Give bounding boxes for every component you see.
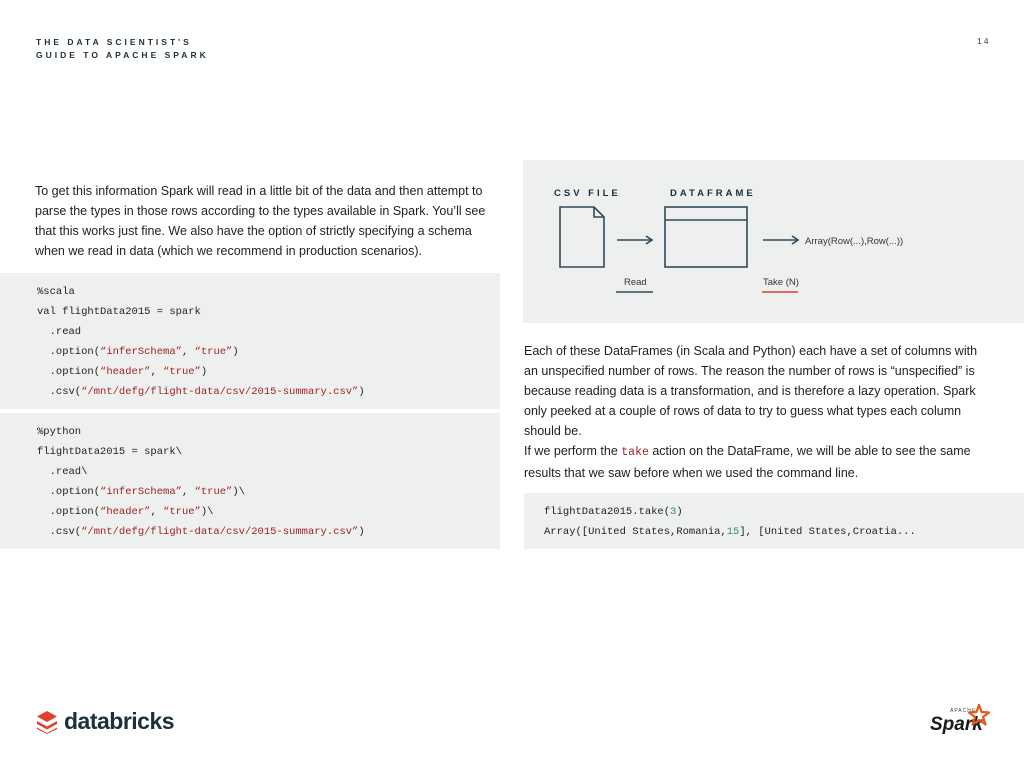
csv-to-dataframe-diagram [523,160,1024,323]
code-line: .read [37,326,82,338]
take-arrow [763,236,798,244]
databricks-logo [36,708,174,735]
spark-logo-text: Spark [930,714,983,735]
read-label: Read [624,277,647,288]
databricks-logo-text: databricks [64,708,175,734]
output-label: Array(Row(...),Row(...)) [805,236,904,247]
header-title [36,36,209,62]
code-line: .option(“inferSchema”, “true”) [37,346,239,358]
code-line: flightData2015 = spark\ [37,446,182,458]
intro-paragraph: To get this information Spark will read in a little bit of the data and then attempt to parse the types in those rows according to the types available in Spark. You’ll see that this works just fine. We also have the option of strictly specifying a schema when we read in data (which we recommend in production scenarios). [35,184,486,258]
code-line: val flightData2015 = spark [37,306,201,318]
apache-text: APACHE [950,708,977,714]
databricks-stack-icon [36,710,58,734]
take-label: Take (N) [763,277,799,288]
take-paragraph-post: action on the DataFrame, we will be able to see the same results that we saw before when we used the command line. [524,444,971,480]
code-line: .option(“header”, “true”)\ [37,506,214,518]
code-line: .csv(“/mnt/defg/flight-data/csv/2015-summary.csv”) [37,386,365,398]
code-line: Array([United States,Romania,15], [United States,Croatia... [544,526,916,538]
header-title-line1: THE DATA SCIENTIST'S [36,37,192,47]
take-paragraph [524,441,994,483]
code-line: .option(“header”, “true”) [37,366,208,378]
diagram-graphics [523,160,1024,323]
take-paragraph-pre: If we perform the [524,444,622,458]
dataframes-paragraph: Each of these DataFrames (in Scala and Python) each have a set of columns with an unspecified number of rows. The reason the number of rows is “unspecified” is because reading data is a transformation, and is therefore a lazy operation. Spark only peeked at a couple of rows of data to try to guess what types each column should be. [524,344,978,438]
header-title-line2: GUIDE TO APACHE SPARK [36,50,209,60]
code-line: .read\ [37,466,88,478]
take-code-block [524,493,1024,549]
page-number: 14 [977,36,991,46]
apache-spark-logo [930,704,992,738]
inline-code-take: take [621,446,649,459]
dataframe-icon [665,207,747,267]
code-line: flightData2015.take(3) [544,506,683,518]
read-arrow [617,236,652,244]
scala-code-block [0,273,500,409]
code-line: .csv(“/mnt/defg/flight-data/csv/2015-summary.csv”) [37,526,365,538]
code-line: %python [37,426,82,438]
dataframe-label: DATAFRAME [670,188,756,199]
code-line: %scala [37,286,75,298]
spark-star-icon [968,704,990,726]
code-line: .option(“inferSchema”, “true”)\ [37,486,245,498]
csv-file-icon [560,207,604,267]
python-code-block [0,413,500,549]
csv-file-label: CSV FILE [554,188,621,199]
